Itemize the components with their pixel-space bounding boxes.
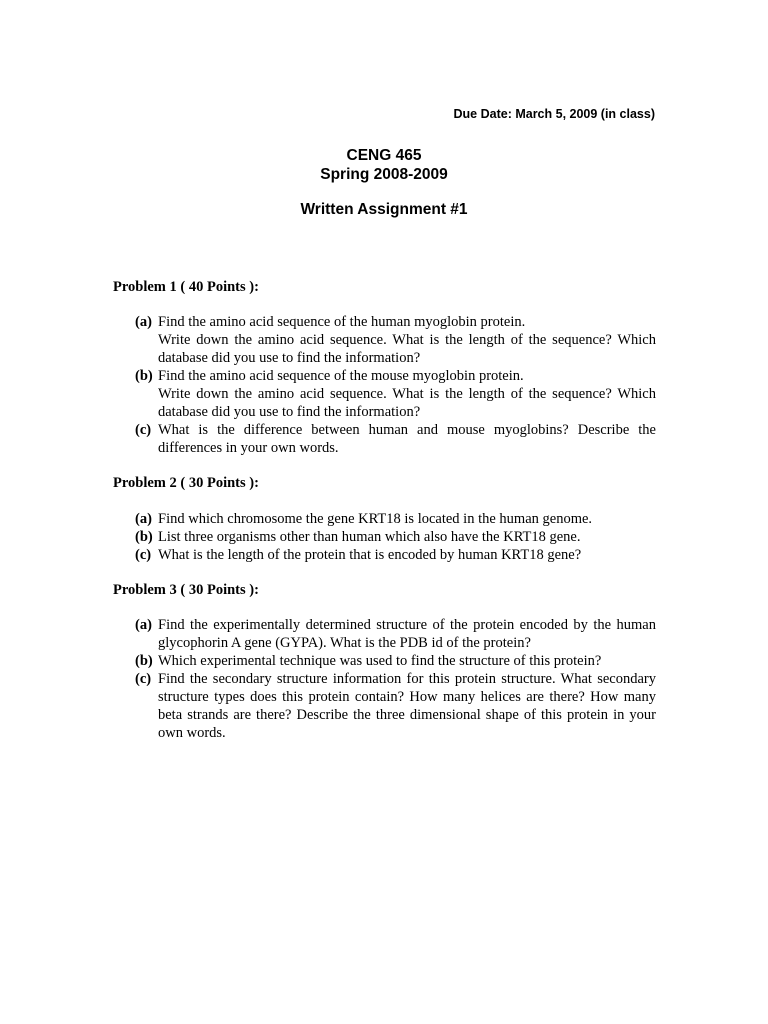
item-line: What is the difference between human and mouse myoglobins? Describe the differences in your own words. [158,422,656,456]
item-text [158,670,656,742]
item-label: (c) [135,422,152,438]
item-line: Write down the amino acid sequence. What is the length of the sequence? Which database did you use to find the information? [158,332,656,366]
problem-2-heading: Problem 2 ( 30 Points ): [113,475,259,491]
item-text [158,528,656,546]
item-line: Find which chromosome the gene KRT18 is located in the human genome. [158,511,593,527]
item-line: What is the length of the protein that is encoded by human KRT18 gene? [158,547,582,563]
problem-2-item-b [135,528,656,546]
due-date: Due Date: March 5, 2009 (in class) [453,107,655,121]
item-text [158,652,656,670]
problem-1-item-b [135,367,656,421]
item-text [158,367,656,421]
item-label: (c) [135,547,152,563]
problem-3-item-a [135,616,656,652]
problem-3-heading: Problem 3 ( 30 Points ): [113,582,259,598]
problem-2-item-c [135,546,656,564]
problem-1-heading: Problem 1 ( 40 Points ): [113,279,259,295]
item-line: Find the amino acid sequence of the human myoglobin protein. [158,314,526,330]
item-label: (a) [135,511,152,527]
problem-2-item-a [135,510,656,528]
item-label: (a) [135,314,152,330]
problem-1-list [135,313,656,457]
item-line: Write down the amino acid sequence. What is the length of the sequence? Which database did you use to find the information? [158,386,656,420]
item-label: (a) [135,617,152,633]
problem-3-item-c [135,670,656,742]
item-line: Find the experimentally determined structure of the protein encoded by the human glycophorin A gene (GYPA). What is the PDB id of the protein? [158,617,656,651]
item-label: (c) [135,671,152,687]
item-line: Which experimental technique was used to find the structure of this protein? [158,653,602,669]
problem-3-item-b [135,652,656,670]
course-code: CENG 465 [346,147,422,164]
item-text [158,546,656,564]
item-line: Find the secondary structure information for this protein structure. What secondary structure types does this protein contain? How many helices are there? How many beta strands are there? Describe the three dimensional shape of this protein in your own words. [158,671,656,741]
problem-1-item-c [135,421,656,457]
problem-1-item-a [135,313,656,367]
item-line: Find the amino acid sequence of the mouse myoglobin protein. [158,368,524,384]
item-label: (b) [135,529,153,545]
item-text [158,510,656,528]
item-text [158,616,656,652]
item-text [158,421,656,457]
problem-3-list [135,616,656,742]
item-line: List three organisms other than human which also have the KRT18 gene. [158,529,581,545]
semester: Spring 2008-2009 [320,166,448,183]
item-text [158,313,656,367]
item-label: (b) [135,653,153,669]
assignment-title: Written Assignment #1 [300,201,468,218]
item-label: (b) [135,368,153,384]
problem-2-list [135,510,656,564]
